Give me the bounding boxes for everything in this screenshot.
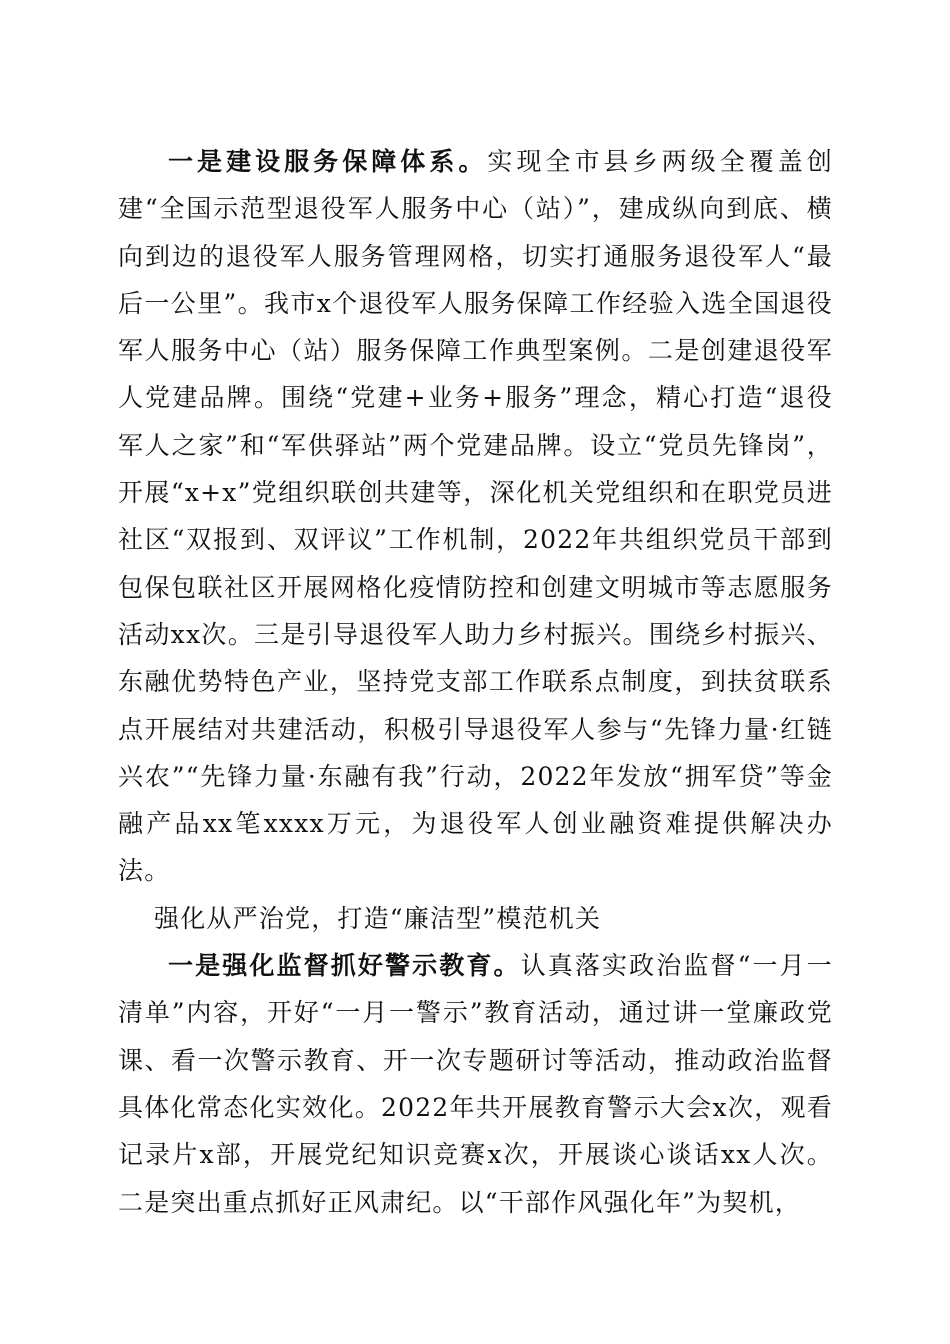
document-body [118, 138, 833, 1226]
paragraph-text: 实现全市县乡两级全覆盖创建“全国示范型退役军人服务中心（站）”，建成纵向到底、横向到边的退役军人服务管理网格，切实打通服务退役军人“最后一公里”。我市x个退役军人服务保障工作经验入选全国退役军人服务中心（站）服务保障工作典型案例。二是创建退役军人党建品牌。围绕“党建+业务+服务”理念，精心打造“退役军人之家”和“军供驿站”两个党建品牌。设立“党员先锋岗”，开展“x+x”党组织联创共建等，深化机关党组织和在职党员进社区“双报到、双评议”工作机制，2022年共组织党员干部到包保包联社区开展网格化疫情防控和创建文明城市等志愿服务活动xx次。三是引导退役军人助力乡村振兴。围绕乡村振兴、东融优势特色产业，坚持党支部工作联系点制度，到扶贫联系点开展结对共建活动，积极引导退役军人参与“先锋力量·红链兴农”“先锋力量·东融有我”行动，2022年发放“拥军贷”等金融产品xx笔xxxx万元，为退役军人创业融资难提供解决办法。 [118, 147, 834, 886]
paragraph-service-system [118, 138, 833, 895]
paragraph-lead-bold: 一是建设服务保障体系。 [168, 147, 488, 176]
section-heading: 强化从严治党，打造“廉洁型”模范机关 [154, 903, 602, 933]
paragraph-text: 认真落实政治监督“一月一清单”内容，开好“一月一警示”教育活动，通过讲一堂廉政党课、看一次警示教育、开一次专题研讨等活动，推动政治监督具体化常态化实效化。2022年共开展教育警示大会x次，观看记录片x部，开展党纪知识竞赛x次，开展谈心谈话xx人次。二是突出重点抓好正风肃纪。以“干部作风强化年”为契机， [118, 951, 833, 1217]
paragraph-lead-bold: 一是强化监督抓好警示教育。 [168, 951, 521, 981]
paragraph-supervision [118, 942, 833, 1226]
